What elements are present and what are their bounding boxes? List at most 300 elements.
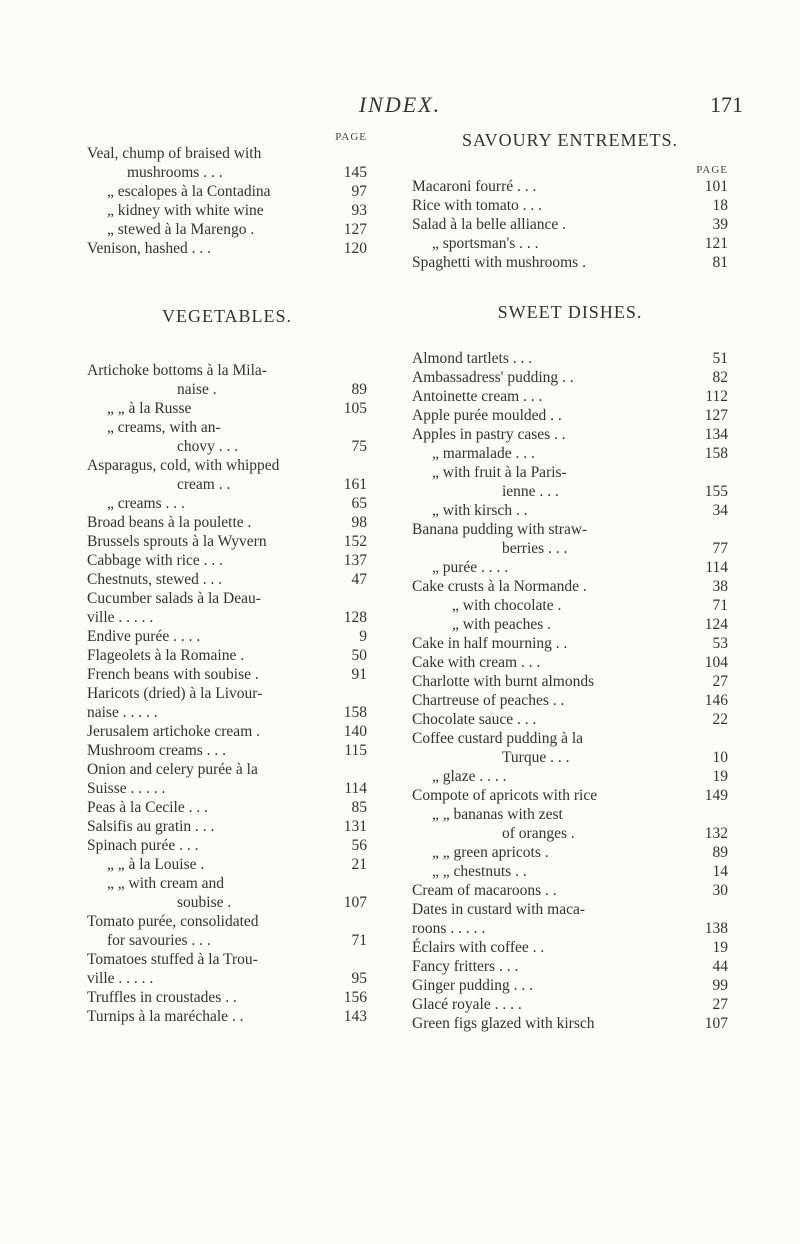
entry-page-number: 9 <box>359 628 367 645</box>
index-entry <box>87 855 367 874</box>
entry-text: of oranges . <box>502 825 575 842</box>
entry-page-number: 44 <box>712 958 728 975</box>
entry-line <box>412 786 728 805</box>
entry-line <box>412 234 728 253</box>
entry-text: Tomato purée, consolidated <box>87 913 259 930</box>
index-entry <box>412 957 728 976</box>
entry-text: chovy . . . <box>177 438 239 455</box>
entry-line <box>87 399 367 418</box>
entry-line <box>87 608 367 627</box>
entry-line <box>412 406 728 425</box>
entry-line <box>412 881 728 900</box>
entry-text: Mushroom creams . . . <box>87 742 227 759</box>
index-entry <box>87 836 367 855</box>
entry-text: Turque . . . <box>502 749 570 766</box>
entry-page-number: 14 <box>712 863 728 880</box>
entry-page-number: 146 <box>704 692 728 709</box>
entry-text: ville . . . . . <box>87 609 154 626</box>
entry-page-number: 145 <box>343 164 367 181</box>
index-entry <box>87 144 367 182</box>
entry-line <box>87 646 367 665</box>
entry-text: Artichoke bottoms à la Mila- <box>87 362 267 379</box>
savoury-entremets-heading: SAVOURY ENTREMETS. <box>461 130 679 150</box>
index-entry <box>412 786 728 805</box>
entry-page-number: 22 <box>712 711 728 728</box>
entry-line <box>87 239 367 258</box>
entry-page-number: 132 <box>704 825 728 842</box>
entry-line <box>87 722 367 741</box>
index-entry <box>87 988 367 1007</box>
entry-page-number: 97 <box>351 183 367 200</box>
index-entry <box>412 710 728 729</box>
entry-line <box>87 201 367 220</box>
entry-page-number: 19 <box>712 768 728 785</box>
entry-text: Éclairs with coffee . . <box>412 939 545 956</box>
entry-text: „ creams . . . <box>107 495 185 512</box>
entry-text: Chocolate sauce . . . <box>412 711 537 728</box>
entry-page-number: 121 <box>704 235 728 252</box>
entry-line <box>412 539 728 558</box>
index-entry <box>412 634 728 653</box>
entry-page-number: 99 <box>712 977 728 994</box>
index-entry <box>412 501 728 520</box>
entry-text: Tomatoes stuffed à la Trou- <box>87 951 258 968</box>
entry-line <box>87 380 367 399</box>
entry-page-number: 10 <box>712 749 728 766</box>
index-entry <box>87 361 367 399</box>
entry-text: Rice with tomato . . . <box>412 197 543 214</box>
entry-line <box>87 760 367 779</box>
entry-line <box>412 520 728 539</box>
entry-text: „ with kirsch . . <box>432 502 528 519</box>
entry-line <box>87 418 367 437</box>
page-header <box>0 92 800 122</box>
entry-line <box>412 824 728 843</box>
sweet-dishes-index-list <box>412 349 728 1033</box>
index-entry <box>412 976 728 995</box>
entry-text: ville . . . . . <box>87 970 154 987</box>
entry-page-number: 27 <box>712 996 728 1013</box>
entry-line <box>87 475 367 494</box>
index-entry <box>87 646 367 665</box>
entry-line <box>412 463 728 482</box>
index-entry <box>412 596 728 615</box>
entry-page-number: 114 <box>344 780 367 797</box>
entry-line <box>87 931 367 950</box>
entry-text: mushrooms . . . <box>127 164 223 181</box>
entry-page-number: 77 <box>712 540 728 557</box>
entry-text: „ creams, with an- <box>107 419 221 436</box>
entry-page-number: 155 <box>704 483 728 500</box>
entry-text: Salad à la belle alliance . <box>412 216 567 233</box>
entry-text: Peas à la Cecile . . . <box>87 799 208 816</box>
entry-line <box>87 182 367 201</box>
entry-text: ienne . . . <box>502 483 559 500</box>
entry-page-number: 143 <box>343 1008 367 1025</box>
entry-text: Turnips à la maréchale . . <box>87 1008 244 1025</box>
entry-page-number: 156 <box>343 989 367 1006</box>
entry-text: Onion and celery purée à la <box>87 761 258 778</box>
index-entry <box>87 1007 367 1026</box>
entry-line <box>412 767 728 786</box>
entry-page-number: 161 <box>343 476 367 493</box>
entry-page-number: 98 <box>351 514 367 531</box>
index-entry <box>87 532 367 551</box>
entry-text: Jerusalem artichoke cream . <box>87 723 260 740</box>
entry-line <box>87 456 367 475</box>
entry-page-number: 56 <box>351 837 367 854</box>
entry-line <box>87 1007 367 1026</box>
entry-line <box>87 220 367 239</box>
entry-line <box>412 215 728 234</box>
entry-line <box>87 665 367 684</box>
entry-text: berries . . . <box>502 540 568 557</box>
entry-page-number: 149 <box>704 787 728 804</box>
entry-page-number: 81 <box>712 254 728 271</box>
entry-page-number: 105 <box>343 400 367 417</box>
entry-text: Cucumber salads à la Deau- <box>87 590 261 607</box>
index-entry <box>412 615 728 634</box>
entry-text: „ glaze . . . . <box>432 768 507 785</box>
entry-text: Ginger pudding . . . <box>412 977 533 994</box>
index-entry <box>87 551 367 570</box>
index-entry <box>87 456 367 494</box>
entry-page-number: 21 <box>351 856 367 873</box>
vegetables-heading: VEGETABLES. <box>161 306 293 326</box>
entry-line <box>87 798 367 817</box>
entry-line <box>87 836 367 855</box>
index-entry <box>412 368 728 387</box>
entry-text: Truffles in croustades . . <box>87 989 237 1006</box>
entry-text: for savouries . . . <box>107 932 211 949</box>
entry-line <box>412 919 728 938</box>
entry-page-number: 39 <box>712 216 728 233</box>
index-entry <box>412 653 728 672</box>
entry-text: Dates in custard with maca- <box>412 901 586 918</box>
index-entry <box>412 881 728 900</box>
entry-text: „ „ à la Louise . <box>107 856 205 873</box>
entry-line <box>412 862 728 881</box>
entry-text: Coffee custard pudding à la <box>412 730 584 747</box>
entry-page-number: 137 <box>343 552 367 569</box>
entry-page-number: 128 <box>343 609 367 626</box>
entry-page-number: 18 <box>712 197 728 214</box>
entry-line <box>87 589 367 608</box>
entry-text: Macaroni fourré . . . <box>412 178 537 195</box>
index-entry <box>412 196 728 215</box>
entry-line <box>87 817 367 836</box>
entry-text: Cake in half mourning . . <box>412 635 568 652</box>
entry-page-number: 112 <box>705 388 728 405</box>
entry-page-number: 158 <box>704 445 728 462</box>
entry-line <box>412 957 728 976</box>
entry-text: cream . . <box>177 476 231 493</box>
entry-line <box>87 144 367 163</box>
entry-text: „ with fruit à la Paris- <box>432 464 567 481</box>
entry-text: Spaghetti with mushrooms . <box>412 254 586 271</box>
entry-text: „ purée . . . . <box>432 559 509 576</box>
entry-line <box>412 596 728 615</box>
entry-text: Cake crusts à la Normande . <box>412 578 587 595</box>
entry-text: naise . <box>177 381 217 398</box>
entry-line <box>87 741 367 760</box>
entry-line <box>412 710 728 729</box>
entry-text: Spinach purée . . . <box>87 837 199 854</box>
entry-line <box>87 988 367 1007</box>
entry-line <box>87 703 367 722</box>
entry-page-number: 127 <box>343 221 367 238</box>
entry-line <box>87 627 367 646</box>
entry-page-number: 93 <box>351 202 367 219</box>
index-entry <box>87 182 367 201</box>
entry-page-number: 65 <box>351 495 367 512</box>
entry-page-number: 34 <box>712 502 728 519</box>
index-entry <box>412 938 728 957</box>
entry-page-number: 19 <box>712 939 728 956</box>
entry-text: „ „ bananas with zest <box>432 806 563 823</box>
entry-line <box>87 163 367 182</box>
index-entry <box>412 349 728 368</box>
entry-text: „ stewed à la Marengo . <box>107 221 255 238</box>
index-entry <box>412 900 728 938</box>
entry-line <box>412 387 728 406</box>
entry-line <box>87 969 367 988</box>
index-entry <box>412 691 728 710</box>
entry-line <box>412 672 728 691</box>
index-entry <box>87 570 367 589</box>
entry-page-number: 50 <box>351 647 367 664</box>
index-entry <box>412 805 728 843</box>
entry-page-number: 131 <box>343 818 367 835</box>
index-entry <box>87 817 367 836</box>
entry-text: roons . . . . . <box>412 920 486 937</box>
entry-page-number: 127 <box>704 407 728 424</box>
index-entry <box>412 444 728 463</box>
index-entry <box>412 387 728 406</box>
entry-text: Antoinette cream . . . <box>412 388 543 405</box>
entry-line <box>412 253 728 272</box>
entry-page-number: 107 <box>704 1015 728 1032</box>
entry-line <box>412 368 728 387</box>
entry-line <box>412 938 728 957</box>
entry-page-number: 47 <box>351 571 367 588</box>
entry-line <box>412 691 728 710</box>
index-entry <box>87 589 367 627</box>
entry-page-number: 152 <box>343 533 367 550</box>
entry-text: „ „ green apricots . <box>432 844 549 861</box>
entry-line <box>87 893 367 912</box>
index-entry <box>412 215 728 234</box>
index-entry <box>87 201 367 220</box>
entry-page-number: 124 <box>704 616 728 633</box>
index-entry <box>87 950 367 988</box>
entry-text: Ambassadress' pudding . . <box>412 369 574 386</box>
entry-line <box>87 513 367 532</box>
entry-line <box>87 855 367 874</box>
entry-text: Charlotte with burnt almonds <box>412 673 595 690</box>
entry-text: Chartreuse of peaches . . <box>412 692 565 709</box>
index-entry <box>412 672 728 691</box>
index-entry <box>412 177 728 196</box>
index-entry <box>412 406 728 425</box>
index-entry <box>412 767 728 786</box>
entry-text: Endive purée . . . . <box>87 628 201 645</box>
index-entry <box>412 729 728 767</box>
entry-text: „ with peaches . <box>452 616 551 633</box>
index-entry <box>87 760 367 798</box>
index-entry <box>412 558 728 577</box>
index-entry <box>87 494 367 513</box>
entry-text: Fancy fritters . . . <box>412 958 519 975</box>
entry-text: French beans with soubise . <box>87 666 259 683</box>
index-entry <box>87 912 367 950</box>
savoury-index-list <box>412 177 728 272</box>
entry-text: Green figs glazed with kirsch <box>412 1015 595 1032</box>
entry-text: Asparagus, cold, with whipped <box>87 457 280 474</box>
entry-line <box>412 196 728 215</box>
entry-line <box>412 976 728 995</box>
entry-page-number: 27 <box>712 673 728 690</box>
index-entry <box>87 220 367 239</box>
index-entry <box>87 874 367 912</box>
entry-line <box>412 558 728 577</box>
index-entry <box>87 741 367 760</box>
entry-line <box>412 748 728 767</box>
entry-line <box>87 912 367 931</box>
entry-text: Brussels sprouts à la Wyvern <box>87 533 267 550</box>
entry-page-number: 158 <box>343 704 367 721</box>
entry-line <box>412 805 728 824</box>
entry-page-number: 30 <box>712 882 728 899</box>
entry-text: Cake with cream . . . <box>412 654 541 671</box>
entry-page-number: 51 <box>712 350 728 367</box>
entry-text: „ sportsman's . . . <box>432 235 539 252</box>
entry-text: Salsifis au gratin . . . <box>87 818 215 835</box>
entry-text: Haricots (dried) à la Livour- <box>87 685 263 702</box>
entry-text: „ kidney with white wine <box>107 202 264 219</box>
entry-page-number: 89 <box>351 381 367 398</box>
entry-line <box>87 361 367 380</box>
index-entry <box>412 234 728 253</box>
entry-line <box>412 843 728 862</box>
entry-line <box>412 577 728 596</box>
entry-line <box>87 494 367 513</box>
entry-page-number: 114 <box>705 559 728 576</box>
left-column <box>87 130 367 1026</box>
entry-page-number: 85 <box>351 799 367 816</box>
index-entry <box>87 513 367 532</box>
entry-line <box>87 684 367 703</box>
entry-line <box>412 349 728 368</box>
entry-text: Apple purée moulded . . <box>412 407 562 424</box>
index-entry <box>87 627 367 646</box>
index-entry <box>87 418 367 456</box>
entry-line <box>87 437 367 456</box>
entry-page-number: 138 <box>704 920 728 937</box>
entry-line <box>412 1014 728 1033</box>
entry-page-number: 82 <box>712 369 728 386</box>
entry-line <box>412 653 728 672</box>
running-title: INDEX. <box>358 92 442 117</box>
entry-text: Suisse . . . . . <box>87 780 166 797</box>
entry-line <box>87 950 367 969</box>
entry-text: Flageolets à la Romaine . <box>87 647 245 664</box>
entry-page-number: 71 <box>712 597 728 614</box>
index-entry <box>412 253 728 272</box>
entry-text: Venison, hashed . . . <box>87 240 211 257</box>
index-entry <box>412 425 728 444</box>
entry-text: Glacé royale . . . . <box>412 996 522 1013</box>
entry-page-number: 107 <box>343 894 367 911</box>
entry-page-number: 91 <box>351 666 367 683</box>
entry-line <box>412 444 728 463</box>
entry-text: „ „ with cream and <box>107 875 225 892</box>
entry-text: „ marmalade . . . <box>432 445 535 462</box>
entry-line <box>412 425 728 444</box>
entry-page-number: 53 <box>712 635 728 652</box>
entry-page-number: 75 <box>351 438 367 455</box>
entry-line <box>87 532 367 551</box>
entry-line <box>412 995 728 1014</box>
index-entry <box>412 843 728 862</box>
entry-text: Banana pudding with straw- <box>412 521 588 538</box>
entry-text: Cream of macaroons . . <box>412 882 557 899</box>
index-entry <box>87 399 367 418</box>
entry-text: „ „ à la Russe <box>107 400 192 417</box>
entry-line <box>87 570 367 589</box>
entry-page-number: 104 <box>704 654 728 671</box>
meat-index-list <box>87 144 367 258</box>
entry-page-number: 38 <box>712 578 728 595</box>
index-entry <box>412 520 728 558</box>
index-entry <box>87 665 367 684</box>
entry-line <box>412 501 728 520</box>
entry-text: „ „ chestnuts . . <box>432 863 527 880</box>
index-entry <box>412 1014 728 1033</box>
sweet-dishes-heading: SWEET DISHES. <box>497 302 643 322</box>
entry-line <box>87 551 367 570</box>
entry-page-number: 115 <box>344 742 367 759</box>
index-entry <box>87 684 367 722</box>
entry-text: Compote of apricots with rice <box>412 787 598 804</box>
entry-text: naise . . . . . <box>87 704 158 721</box>
index-entry <box>412 577 728 596</box>
entry-line <box>412 177 728 196</box>
entry-page-number: 140 <box>343 723 367 740</box>
index-entry <box>87 239 367 258</box>
right-column <box>412 130 728 1033</box>
entry-text: Almond tartlets . . . <box>412 350 533 367</box>
entry-page-number: 95 <box>351 970 367 987</box>
entry-text: Chestnuts, stewed . . . <box>87 571 223 588</box>
page-column-label: PAGE <box>335 131 367 143</box>
page-number: 171 <box>710 92 743 117</box>
entry-page-number: 101 <box>704 178 728 195</box>
vegetables-index-list <box>87 361 367 1026</box>
index-entry <box>87 798 367 817</box>
entry-text: soubise . <box>177 894 232 911</box>
entry-line <box>412 634 728 653</box>
entry-page-number: 71 <box>351 932 367 949</box>
index-entry <box>87 722 367 741</box>
entry-text: Apples in pastry cases . . <box>412 426 566 443</box>
entry-text: Broad beans à la poulette . <box>87 514 252 531</box>
entry-text: „ with chocolate . <box>452 597 562 614</box>
index-entry <box>412 995 728 1014</box>
entry-line <box>412 482 728 501</box>
index-entry <box>412 463 728 501</box>
entry-line <box>87 779 367 798</box>
